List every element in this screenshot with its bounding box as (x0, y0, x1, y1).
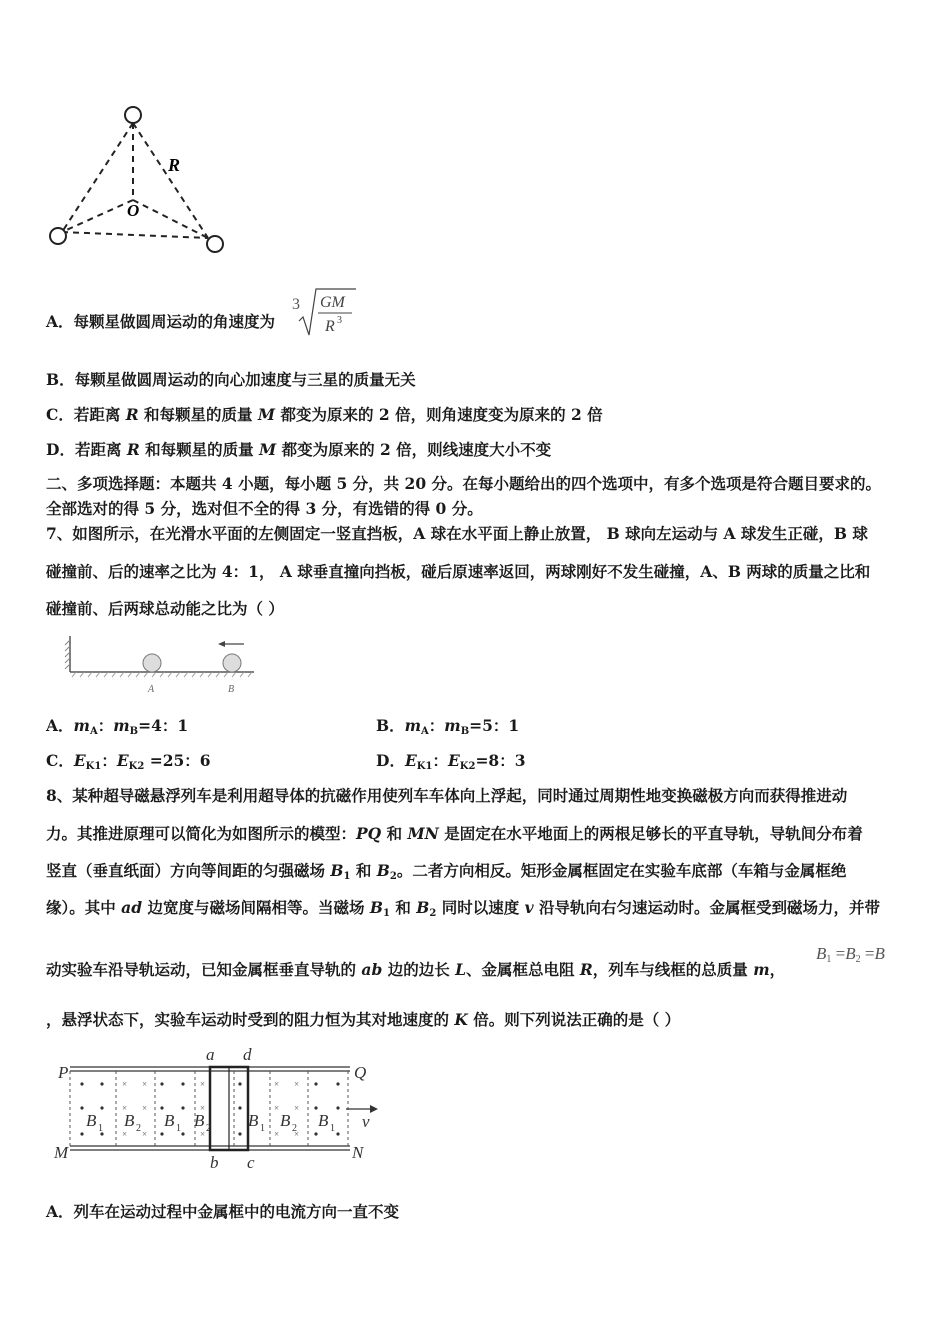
q6-option-a: A．每颗星做圆周运动的角速度为 (46, 312, 276, 331)
svg-text:2: 2 (292, 1123, 297, 1134)
svg-text:B: B (318, 1111, 329, 1130)
q7-option-b: B．$m_A$：$m_B=5$：1 (376, 716, 520, 737)
svg-text:M: M (54, 1143, 69, 1162)
q8-stem-line1: 8、某种超导磁悬浮列车是利用超导体的抗磁作用使列车车体向上浮起，同时通过周期性地变换磁极方向而获得推进动 (46, 786, 848, 805)
svg-text:×: × (142, 1079, 148, 1089)
svg-text:B: B (86, 1111, 97, 1130)
svg-text:B: B (280, 1111, 291, 1130)
svg-text:3: 3 (337, 315, 342, 326)
q8-stem-line2: 力。其推进原理可以简化为如图所示的模型：PQ 和 MN 是固定在水平地面上的两根足够长的平直导轨，导轨间分布着 (46, 824, 863, 843)
q7-option-d: D．$E_{K1}$：$E_{K2}=8$：3 (376, 751, 526, 772)
svg-text:a: a (206, 1045, 215, 1064)
svg-text:B: B (124, 1111, 135, 1130)
q6-option-d: D．若距离 R 和每颗星的质量 M 都变为原来的 2 倍，则线速度大小不变 (46, 440, 552, 459)
svg-text:×: × (274, 1129, 280, 1139)
label-O: O (127, 201, 140, 220)
svg-text:R: R (325, 318, 335, 335)
svg-text:1: 1 (260, 1123, 265, 1134)
svg-text:×: × (294, 1079, 300, 1089)
svg-text:×: × (200, 1079, 206, 1089)
svg-text:P: P (58, 1063, 69, 1082)
svg-text:d: d (243, 1045, 252, 1064)
svg-text:b: b (210, 1153, 219, 1172)
svg-text:×: × (274, 1103, 280, 1113)
svg-text:A: A (148, 684, 155, 695)
svg-text:×: × (200, 1129, 206, 1139)
svg-text:×: × (274, 1079, 280, 1089)
q7-option-a: A．$m_A$：$m_B=4$：1 (46, 716, 189, 737)
svg-text:B: B (228, 684, 235, 695)
collision-figure (62, 632, 262, 698)
label-R: R (168, 155, 181, 175)
q8-field-formula: $B_1 =B_2 =B$ (816, 944, 885, 965)
section2-heading-line2: 全部选对的得 5 分，选对但不全的得 3 分，有选错的得 0 分。 (46, 499, 483, 518)
svg-text:×: × (142, 1103, 148, 1113)
q7-stem-line3: 碰撞前、后两球总动能之比为（ ） (46, 599, 284, 618)
svg-text:×: × (294, 1129, 300, 1139)
q8-stem-line3: 竖直（垂直纸面）方向等间距的匀强磁场 $B_1$ 和 $B_2$。二者方向相反。矩形金属框固定在实验车底部（车箱与金属框绝 (46, 861, 847, 882)
ball-b (223, 654, 241, 672)
maglev-figure (50, 1042, 390, 1172)
star-left (50, 228, 66, 244)
svg-text:N: N (352, 1143, 364, 1162)
angular-velocity-formula (290, 283, 360, 341)
svg-text:×: × (122, 1129, 128, 1139)
svg-text:×: × (200, 1103, 206, 1113)
svg-text:B: B (248, 1111, 259, 1130)
svg-text:3: 3 (292, 296, 300, 313)
svg-text:×: × (122, 1103, 128, 1113)
svg-text:×: × (294, 1103, 300, 1113)
svg-text:2: 2 (136, 1123, 141, 1134)
three-star-figure (40, 95, 240, 265)
q8-option-a: A．列车在运动过程中金属框中的电流方向一直不变 (46, 1202, 400, 1221)
svg-text:×: × (122, 1079, 128, 1089)
svg-text:B: B (194, 1111, 205, 1130)
q8-stem-line4: 缘）。其中 ad 边宽度与磁场间隔相等。当磁场 $B_1$ 和 $B_2$ 同时以速度 v 沿导轨向右匀速运动时。金属框受到磁场力，并带 (46, 898, 881, 919)
section2-heading-line1: 二、多项选择题：本题共 4 小题，每小题 5 分，共 20 分。在每小题给出的四个选项中，有多个选项是符合题目要求的。 (46, 474, 882, 493)
svg-text:1: 1 (330, 1123, 335, 1134)
q8-stem-line5: 动实验车沿导轨运动，已知金属框垂直导轨的 ab 边的边长 L、金属框总电阻 R，列车与线框的总质量 m， (46, 960, 786, 979)
q6-option-b: B．每颗星做圆周运动的向心加速度与三星的质量无关 (46, 370, 416, 389)
svg-text:1: 1 (98, 1123, 103, 1134)
svg-text:2: 2 (206, 1123, 211, 1134)
svg-text:GM: GM (320, 294, 345, 311)
q8-stem-line6: ，悬浮状态下，实验车运动时受到的阻力恒为其对地速度的 K 倍。则下列说法正确的是（ ） (46, 1010, 681, 1029)
svg-text:c: c (247, 1153, 255, 1172)
svg-text:Q: Q (354, 1063, 367, 1082)
q7-stem-line1: 7、如图所示，在光滑水平面的左侧固定一竖直挡板，A 球在水平面上静止放置， B 球向左运动与 A 球发生正碰，B 球 (46, 524, 868, 543)
svg-text:×: × (142, 1129, 148, 1139)
star-top (125, 107, 141, 123)
svg-text:1: 1 (176, 1123, 181, 1134)
svg-text:v: v (362, 1112, 370, 1131)
svg-text:B: B (164, 1111, 175, 1130)
q7-stem-line2: 碰撞前、后的速率之比为 4：1， A 球垂直撞向挡板，碰后原速率返回，两球刚好不发生碰撞，A、B 两球的质量之比和 (46, 562, 871, 581)
star-right (207, 236, 223, 252)
ball-a (143, 654, 161, 672)
q6-option-c: C．若距离 R 和每颗星的质量 M 都变为原来的 2 倍，则角速度变为原来的 2 倍 (46, 405, 603, 424)
q7-option-c: C．$E_{K1}$：$E_{K2} =25$：6 (46, 751, 211, 772)
